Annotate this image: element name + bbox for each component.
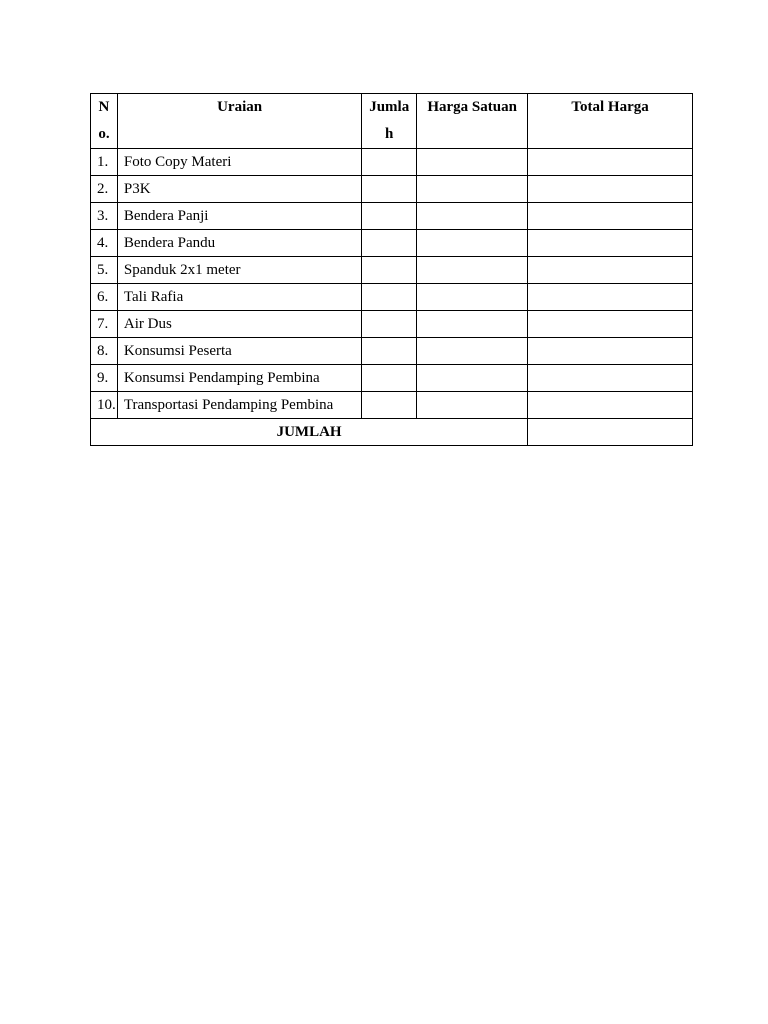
grand-total-cell <box>528 419 693 446</box>
row-total-price <box>528 230 693 257</box>
budget-table <box>90 93 693 446</box>
row-description: Bendera Panji <box>117 203 361 230</box>
row-unit-price <box>417 203 528 230</box>
row-number: 10. <box>91 392 118 419</box>
row-quantity <box>362 392 417 419</box>
row-number: 9. <box>91 365 118 392</box>
row-unit-price <box>417 284 528 311</box>
row-quantity <box>362 230 417 257</box>
table-row <box>91 338 693 365</box>
header-row <box>91 94 693 149</box>
header-no-label: No. <box>98 99 110 142</box>
row-quantity <box>362 311 417 338</box>
table-row <box>91 311 693 338</box>
table-row <box>91 257 693 284</box>
row-unit-price <box>417 365 528 392</box>
header-description-label: Uraian <box>217 99 263 115</box>
row-description: Konsumsi Peserta <box>117 338 361 365</box>
row-number: 7. <box>91 311 118 338</box>
row-description: Konsumsi Pendamping Pembina <box>117 365 361 392</box>
row-total-price <box>528 284 693 311</box>
row-quantity <box>362 149 417 176</box>
row-number: 6. <box>91 284 118 311</box>
row-unit-price <box>417 149 528 176</box>
row-unit-price <box>417 311 528 338</box>
row-number: 8. <box>91 338 118 365</box>
row-number: 1. <box>91 149 118 176</box>
table-row <box>91 176 693 203</box>
row-total-price <box>528 257 693 284</box>
table-row <box>91 230 693 257</box>
row-total-price <box>528 365 693 392</box>
row-unit-price <box>417 338 528 365</box>
table-header <box>91 94 693 149</box>
row-description: Air Dus <box>117 311 361 338</box>
table-row <box>91 392 693 419</box>
row-quantity <box>362 257 417 284</box>
row-quantity <box>362 338 417 365</box>
total-label: JUMLAH <box>91 419 528 446</box>
row-number: 2. <box>91 176 118 203</box>
table-row <box>91 365 693 392</box>
row-description: Bendera Pandu <box>117 230 361 257</box>
row-description: Spanduk 2x1 meter <box>117 257 361 284</box>
header-quantity <box>362 94 417 149</box>
header-unit-price <box>417 94 528 149</box>
row-quantity <box>362 365 417 392</box>
row-description: Transportasi Pendamping Pembina <box>117 392 361 419</box>
row-number: 5. <box>91 257 118 284</box>
row-unit-price <box>417 257 528 284</box>
row-description: Tali Rafia <box>117 284 361 311</box>
row-total-price <box>528 149 693 176</box>
row-total-price <box>528 311 693 338</box>
total-row <box>91 419 693 446</box>
table-body <box>91 149 693 446</box>
row-description: Foto Copy Materi <box>117 149 361 176</box>
table-row <box>91 284 693 311</box>
row-number: 3. <box>91 203 118 230</box>
header-no <box>91 94 118 149</box>
row-unit-price <box>417 176 528 203</box>
row-quantity <box>362 176 417 203</box>
header-total-price-label: Total Harga <box>571 99 649 115</box>
row-total-price <box>528 338 693 365</box>
header-unit-price-label: Harga Satuan <box>427 99 517 115</box>
table-row <box>91 203 693 230</box>
row-total-price <box>528 203 693 230</box>
header-total-price <box>528 94 693 149</box>
row-number: 4. <box>91 230 118 257</box>
header-quantity-label: Jumlah <box>369 99 410 142</box>
row-quantity <box>362 203 417 230</box>
row-unit-price <box>417 392 528 419</box>
row-unit-price <box>417 230 528 257</box>
row-description: P3K <box>117 176 361 203</box>
header-description <box>117 94 361 149</box>
row-total-price <box>528 392 693 419</box>
row-quantity <box>362 284 417 311</box>
row-total-price <box>528 176 693 203</box>
table-row <box>91 149 693 176</box>
